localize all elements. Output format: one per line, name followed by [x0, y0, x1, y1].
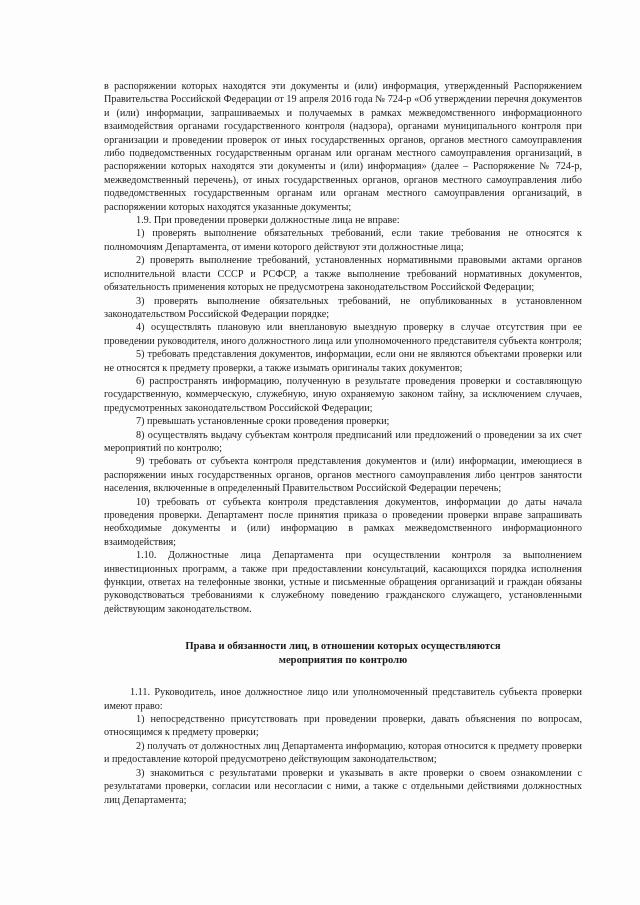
paragraph: 8) осуществлять выдачу субъектам контроля предписаний или предложений о проведении за их счет мероприятий по контролю; — [104, 429, 582, 454]
paragraph: в распоряжении которых находятся эти документы и (или) информация, утвержденный Распоряжением Правительства Российской Федерации от 19 апреля 2016 года № 724-р «Об утверждении перечня документов и (или) информации, запрашиваемых и получаемых в рамках межведомственного информационного взаимодействия органами государственного контроля (надзора), органами муниципального контроля при организации и проведении проверок от иных государственных органов, органов местного самоуправления либо подведомственных государственным органам или органам местного самоуправления организаций, в распоряжении которых находятся эти документы и (или) информация» (далее – Распоряжение № 724-р, межведомственный перечень), от иных государственных органов, органов местного самоуправления либо подведомственных государственным органам или органам местного самоуправления организаций, в распоряжении которых находятся указанные документы; — [104, 81, 582, 213]
paragraph: 1) проверять выполнение обязательных требований, если такие требования не относятся к полномочиям Департамента, от имени которого действуют эти должностные лица; — [104, 228, 582, 253]
paragraph: 1) непосредственно присутствовать при проведении проверки, давать объяснения по вопросам, относящимся к предмету проверки; — [104, 714, 582, 739]
paragraph: 2) проверять выполнение требований, установленных нормативными правовыми актами органов исполнительной власти СССР и РСФСР, а также выполнение требований нормативных документов, обязательность применения которых не предусмотрена законодательством Российской Федерации; — [104, 255, 582, 294]
paragraph: 2) получать от должностных лиц Департамента информацию, которая относится к предмету проверки и предоставление которой предусмотрено действующим законодательством; — [104, 740, 582, 766]
paragraph: 5) требовать представления документов, информации, если они не являются объектами проверки или не относятся к предмету проверки, а также изымать оригиналы таких документов; — [104, 349, 582, 374]
paragraph: 7) превышать установленные сроки проведения проверки; — [136, 416, 390, 428]
paragraph: 3) знакомиться с результатами проверки и указывать в акте проверки о своем ознакомлении с результатами проверки, согласии или несогласии с ними, а также с отдельными действиями должностных лиц Департамента; — [104, 767, 582, 806]
paragraph: 3) проверять выполнение обязательных требований, не опубликованных в установленном законодательством Российской Федерации порядке; — [104, 295, 582, 320]
section-heading — [104, 640, 582, 668]
paragraph: 1.9. При проведении проверки должностные лица не вправе: — [136, 215, 400, 227]
paragraph: 10) требовать от субъекта контроля представления документов, информации до даты начала проведения проверки. Департамент после принятия приказа о проведении проверки вправе запрашивать необходимые документы и (или) информацию в рамках межведомственного информационного взаимодействия; — [104, 496, 582, 548]
section-heading-line: мероприятия по контролю — [278, 655, 408, 667]
section-heading-line: Права и обязанности лиц, в отношении которых осуществляются — [185, 641, 501, 653]
paragraph: 4) осуществлять плановую или внеплановую выездную проверку в случае отсутствия при ее проведении руководителя, иного должностного лица или уполномоченного представителя субъекта контроля; — [104, 322, 582, 347]
paragraph: 6) распространять информацию, полученную в результате проведения проверки и составляющую государственную, коммерческую, служебную, иную охраняемую законом тайну, за исключением случаев, предусмотренных законодательством Российской Федерации; — [104, 375, 582, 414]
paragraph: 1.11. Руководитель, иное должностное лицо или уполномоченный представитель субъекта проверки имеют право: — [104, 687, 582, 712]
paragraph: 1.10. Должностные лица Департамента при осуществлении контроля за выполнением инвестиционных программ, а также при предоставлении консультаций, касающихся порядка исполнения функции, ответах на телефонные звонки, устные и письменные обращения организаций и граждан обязаны руководствоваться требованиями к служебному поведению гражданского служащего, установленными действующим законодательством. — [104, 550, 582, 615]
paragraph: 9) требовать от субъекта контроля представления документов и (или) информации, имеющиеся в распоряжении иных государственных органов, органов местного самоуправления либо центров занятости населения, включенные в определенный Правительством Российской Федерации перечень; — [104, 456, 582, 495]
document-body — [104, 80, 582, 807]
